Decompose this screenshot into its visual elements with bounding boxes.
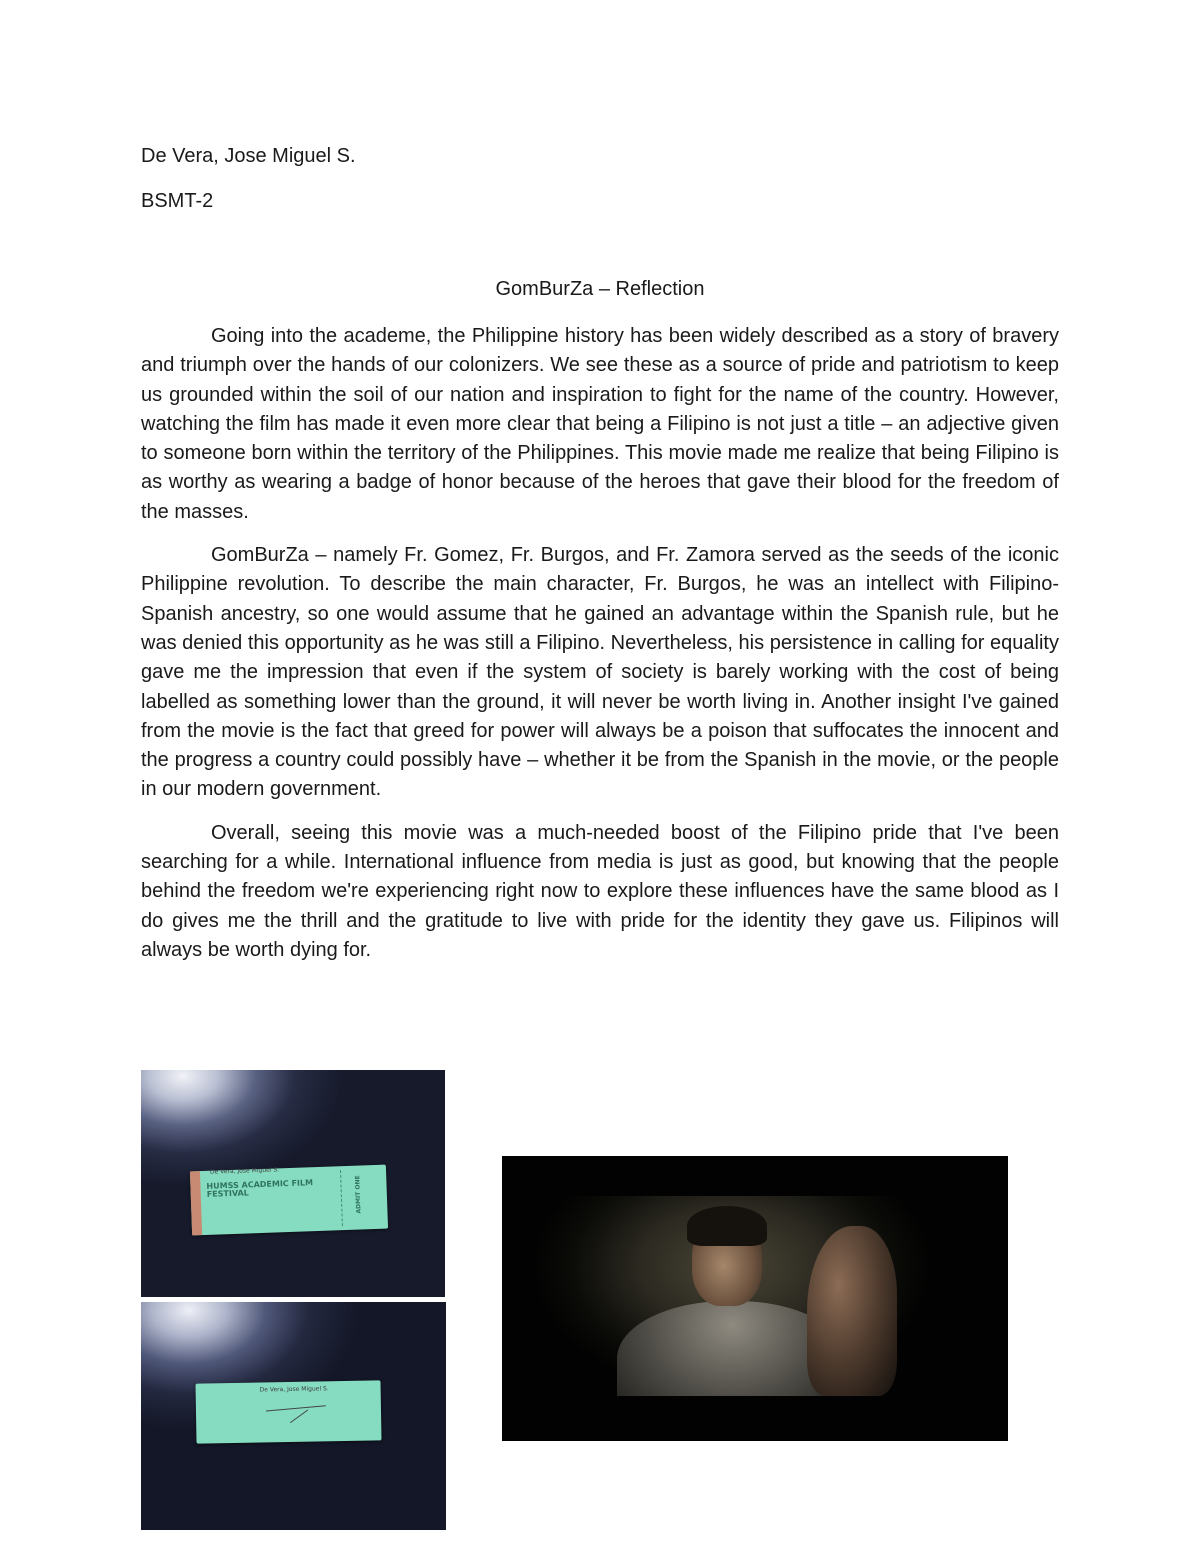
ticket-back-handwritten-name: De Vera, Jose Miguel S.	[259, 1385, 329, 1394]
ticket-perforation	[340, 1170, 343, 1226]
film-second-figure	[807, 1226, 897, 1396]
ticket-stub-strip	[190, 1171, 202, 1235]
ticket-admit-text: ADMIT ONE	[354, 1175, 363, 1214]
document-title: GomBurZa – Reflection	[495, 278, 705, 300]
course-code: BSMT-2	[141, 190, 214, 212]
paragraph-1: Going into the academe, the Philippine history has been widely described as a story of bravery and triumph over the hands of our colonizers. We see these as a source of pride and patriotism to keep us grounded within the soil of our nation and inspiration to fight for the name of the country. However, watching the film has made it even more clear that being a Filipino is not just a title – an adjective given to someone born within the territory of the Philippines. This movie made me realize that being Filipino is as worthy as wearing a badge of honor because of the heroes that gave their blood for the freedom of the masses.	[141, 325, 1059, 523]
student-name: De Vera, Jose Miguel S.	[141, 145, 356, 167]
signature-scribble	[266, 1405, 326, 1411]
ticket-front	[190, 1165, 388, 1236]
screen-letterbox-top	[502, 1156, 1008, 1196]
ticket-back-photo	[141, 1302, 446, 1530]
film-figure-hair	[687, 1206, 767, 1246]
paragraph-2: GomBurZa – namely Fr. Gomez, Fr. Burgos, and Fr. Zamora served as the seeds of the iconic Philippine revolution. To describe the main character, Fr. Burgos, he was an intellect with Filipino-Spanish ancestry, so one would assume that he gained an advantage within the Spanish rule, but he was denied this opportunity as he was still a Filipino. Nevertheless, his persistence in calling for equality gave me the impression that even if the system of society is barely working with the cost of being labelled as something lower than the ground, it will never be worth living in. Another insight I've gained from the movie is the fact that greed for power will always be a poison that suffocates the innocent and the progress a country could possibly have – whether it be from the Spanish in the movie, or the people in our modern government.	[141, 544, 1059, 801]
ticket-back	[195, 1380, 381, 1443]
signature-scribble-2	[290, 1409, 308, 1423]
ticket-front-photo	[141, 1070, 445, 1297]
ticket-handwritten-name: De Vera, Jose Miguel S.	[209, 1166, 280, 1176]
screen-letterbox-bottom	[502, 1396, 1008, 1441]
film-still-photo	[502, 1156, 1008, 1441]
paragraph-3: Overall, seeing this movie was a much-needed boost of the Filipino pride that I've been searching for a while. International influence from media is just as good, but knowing that the people behind the freedom we're experiencing right now to explore these influences have the same blood as I do gives me the thrill and the gratitude to live with pride for the identity they gave us. Filipinos will always be worth dying for.	[141, 821, 1059, 961]
reflection-body	[141, 322, 1059, 979]
ticket-festival-name: HUMSS ACADEMIC FILM FESTIVAL	[206, 1178, 314, 1199]
